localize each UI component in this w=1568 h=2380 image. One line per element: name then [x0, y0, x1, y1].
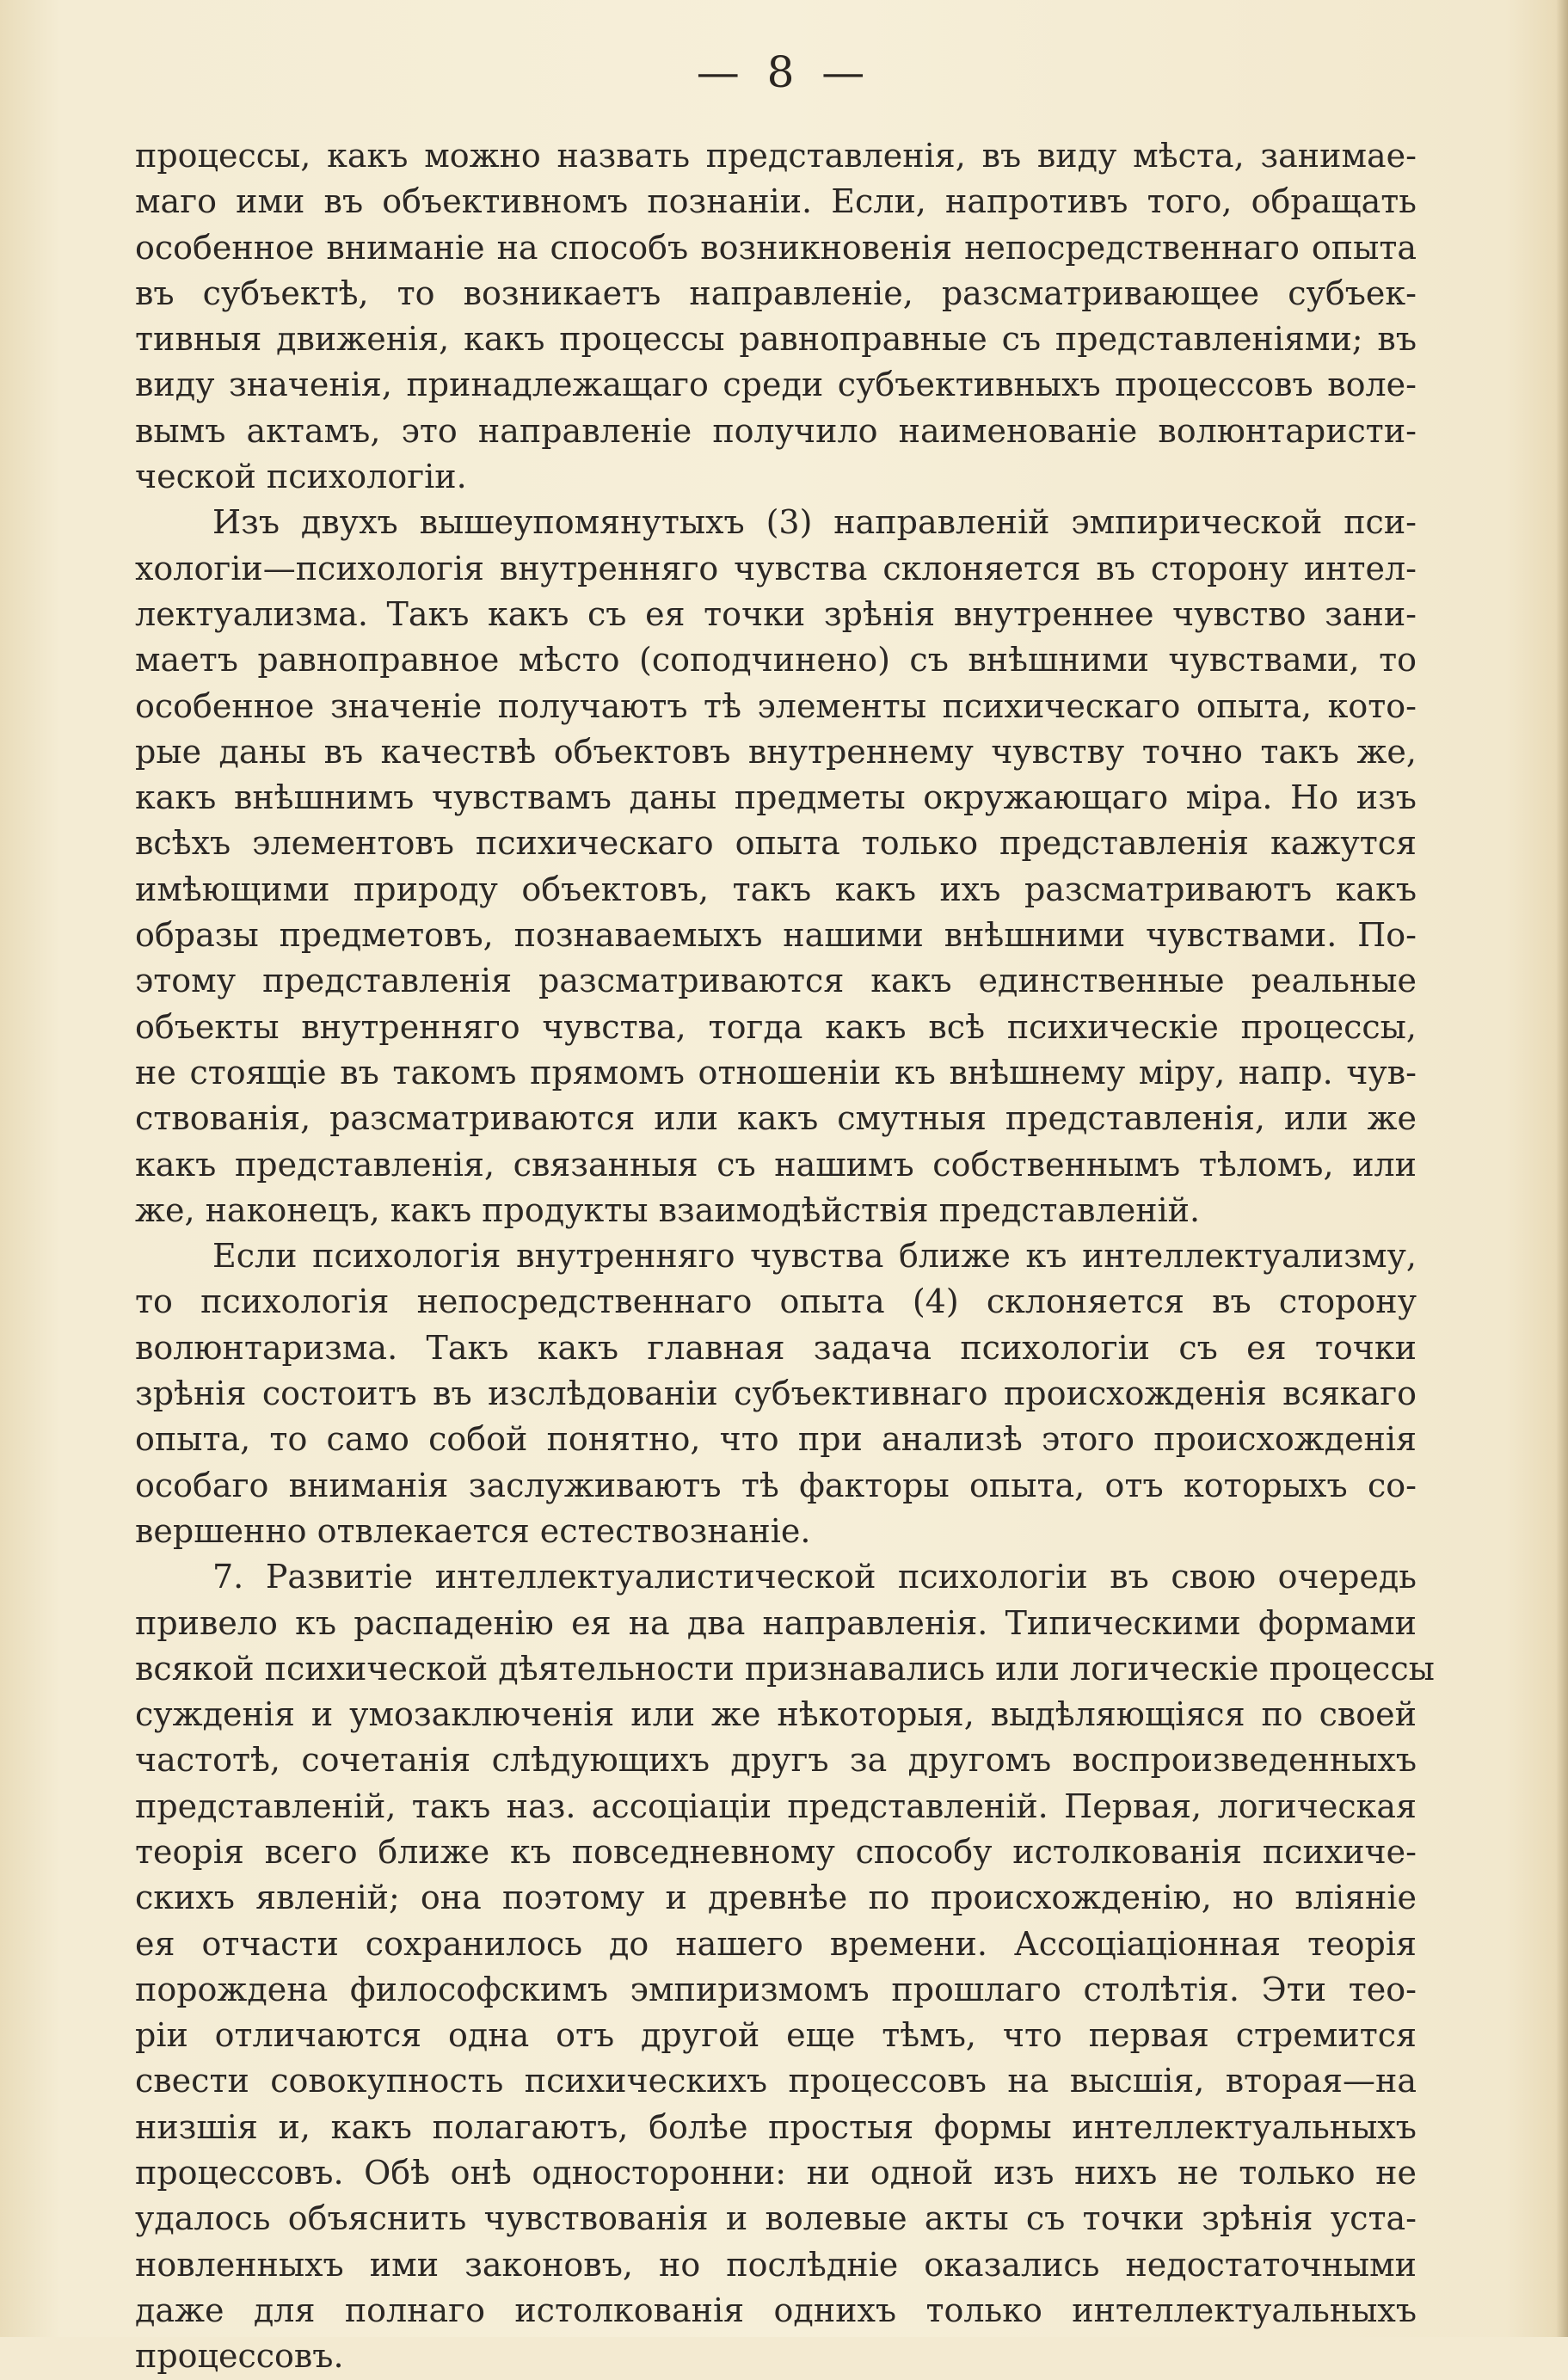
- paragraph-start-line: 7. Развитіе интеллектуалистической психологіи въ свою очередь: [212, 1558, 1417, 1596]
- text-line: процессы, какъ можно назвать представленія, въ виду мѣста, занимае-: [135, 137, 1417, 175]
- text-line: лектуализма. Такъ какъ съ ея точки зрѣнія внутреннее чувство зани-: [135, 594, 1417, 633]
- text-line: въ субъектѣ, то возникаетъ направленіе, разсматривающее субъек-: [135, 274, 1417, 312]
- text-line: теорія всего ближе къ повседневному способу истолкованія психиче-: [135, 1832, 1417, 1871]
- page-number: — 8 —: [696, 47, 872, 97]
- text-line: ріи отличаются одна отъ другой еще тѣмъ, что первая стремится: [135, 2016, 1417, 2055]
- text-line: рые даны въ качествѣ объектовъ внутреннему чувству точно такъ же,: [135, 732, 1417, 771]
- text-line: ея отчасти сохранилось до нашего времени. Ассоціаціонная теорія: [135, 1924, 1417, 1963]
- paragraph-start-line: Изъ двухъ вышеупомянутыхъ (3) направленій эмпирической пси-: [212, 503, 1417, 542]
- text-line: то психологія непосредственнаго опыта (4) склоняется въ сторону: [135, 1282, 1417, 1321]
- text-line: новленныхъ ими законовъ, но послѣдніе оказались недостаточными: [135, 2245, 1417, 2284]
- text-line: скихъ явленій; она поэтому и древнѣе по происхожденію, но вліяніе: [135, 1879, 1417, 1917]
- page-edge-shadow: [1556, 0, 1568, 2337]
- text-line: процессовъ.: [135, 2337, 344, 2376]
- text-line: маго ими въ объективномъ познаніи. Если, напротивъ того, обращать: [135, 182, 1417, 221]
- text-line: какъ представленія, связанныя съ нашимъ собственнымъ тѣломъ, или: [135, 1145, 1417, 1184]
- text-line: удалось объяснить чувствованія и волевые акты съ точки зрѣнія уста-: [135, 2199, 1417, 2238]
- text-line: зрѣнія состоитъ въ изслѣдованіи субъективнаго происхожденія всякаго: [135, 1374, 1417, 1413]
- body-text: [135, 133, 1435, 2380]
- text-line: опыта, то само собой понятно, что при анализѣ этого происхожденія: [135, 1420, 1417, 1459]
- text-line: хологіи—психологія внутренняго чувства склоняется въ сторону интел-: [135, 549, 1417, 587]
- text-line: привело къ распаденію ея на два направленія. Типическими формами: [135, 1603, 1417, 1642]
- text-line: особаго вниманія заслуживаютъ тѣ факторы опыта, отъ которыхъ со-: [135, 1466, 1417, 1504]
- text-line: представленій, такъ наз. ассоціаціи представленій. Первая, логическая: [135, 1787, 1417, 1825]
- text-line: этому представленія разсматриваются какъ единственные реальные: [135, 962, 1417, 1000]
- text-line: вершенно отвлекается естествознаніе.: [135, 1511, 811, 1550]
- text-line: всѣхъ элементовъ психическаго опыта только представленія кажутся: [135, 824, 1417, 863]
- paragraph-start-line: Если психологія внутренняго чувства ближе къ интеллектуализму,: [212, 1237, 1417, 1276]
- text-line: особенное значеніе получаютъ тѣ элементы психическаго опыта, кото-: [135, 686, 1417, 725]
- text-line: тивныя движенія, какъ процессы равноправные съ представленіями; въ: [135, 320, 1417, 359]
- text-line: маетъ равноправное мѣсто (соподчинено) съ внѣшними чувствами, то: [135, 641, 1417, 680]
- text-line: сужденія и умозаключенія или же нѣкоторыя, выдѣляющіяся по своей: [135, 1695, 1417, 1734]
- text-line: какъ внѣшнимъ чувствамъ даны предметы окружающаго міра. Но изъ: [135, 778, 1417, 817]
- text-line: же, наконецъ, какъ продукты взаимодѣйствія представленій.: [135, 1190, 1201, 1229]
- text-line: ческой психологіи.: [135, 458, 467, 496]
- text-line: не стоящіе въ такомъ прямомъ отношеніи къ внѣшнему міру, напр. чув-: [135, 1053, 1417, 1092]
- text-line: даже для полнаго истолкованія однихъ только интеллектуальныхъ: [135, 2291, 1417, 2329]
- text-line: свести совокупность психическихъ процессовъ на высшія, вторая—на: [135, 2062, 1417, 2100]
- text-line: низшія и, какъ полагаютъ, болѣе простыя формы интеллектуальныхъ: [135, 2107, 1417, 2146]
- text-line: порождена философскимъ эмпиризмомъ прошлаго столѣтія. Эти тео-: [135, 1970, 1417, 2008]
- text-line: виду значенія, принадлежащаго среди субъективныхъ процессовъ воле-: [135, 366, 1417, 404]
- text-line: вымъ актамъ, это направленіе получило наименованіе волюнтаристи-: [135, 411, 1417, 450]
- text-line: объекты внутренняго чувства, тогда какъ всѣ психическіе процессы,: [135, 1007, 1417, 1046]
- text-line: частотѣ, сочетанія слѣдующихъ другъ за другомъ воспроизведенныхъ: [135, 1741, 1417, 1780]
- text-line: всякой психической дѣятельности признавались или логическіе процессы: [135, 1649, 1435, 1688]
- text-line: особенное вниманіе на способъ возникновенія непосредственнаго опыта: [135, 228, 1417, 267]
- text-line: образы предметовъ, познаваемыхъ нашими внѣшними чувствами. По-: [135, 916, 1417, 955]
- text-line: ствованія, разсматриваются или какъ смутныя представленія, или же: [135, 1099, 1417, 1138]
- text-line: процессовъ. Обѣ онѣ односторонни: ни одной изъ нихъ не только не: [135, 2154, 1417, 2192]
- text-line: волюнтаризма. Такъ какъ главная задача психологіи съ ея точки: [135, 1328, 1417, 1367]
- text-line: имѣющими природу объектовъ, такъ какъ ихъ разсматриваютъ какъ: [135, 870, 1417, 908]
